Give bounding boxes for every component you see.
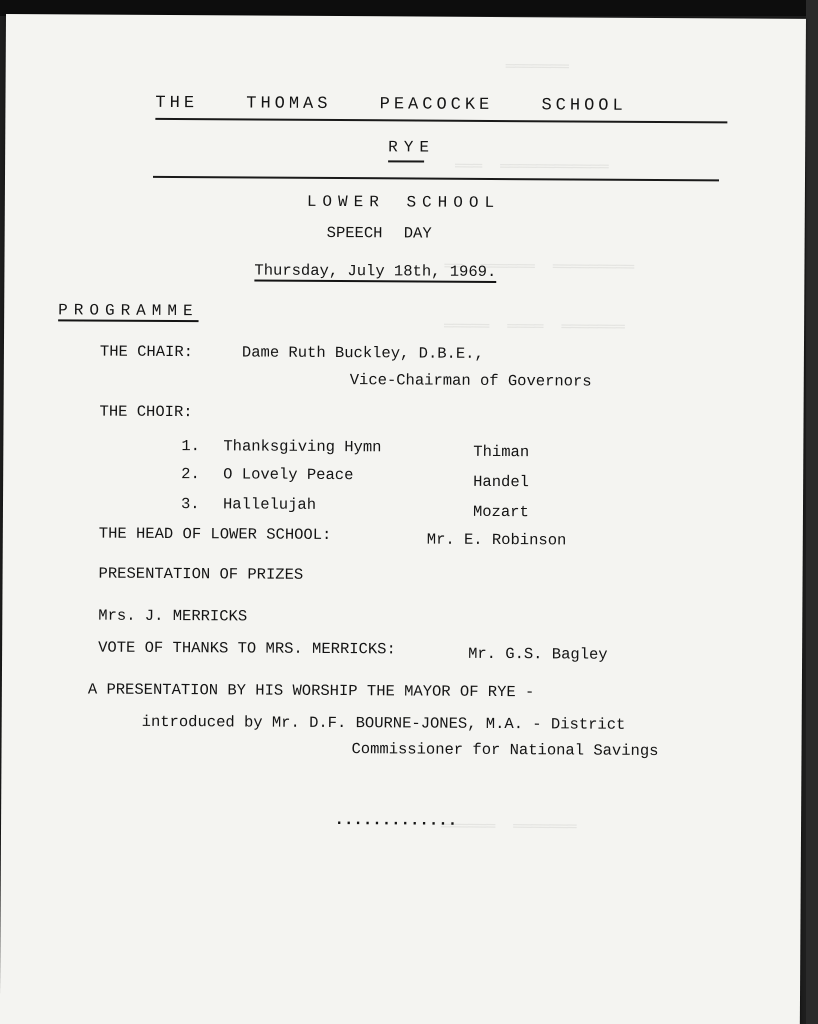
scan-right-edge — [806, 0, 818, 1024]
vote-of-thanks-name: Mr. G.S. Bagley — [468, 644, 608, 664]
bleed-through-texture: ════════════ ═══ — [455, 156, 609, 176]
prize-presenter: Mrs. J. MERRICKS — [98, 606, 248, 626]
vote-of-thanks-label: VOTE OF THANKS TO MRS. MERRICKS: — [98, 638, 396, 659]
header-separator-rule — [153, 176, 719, 181]
choir-item-number: 3. — [180, 495, 200, 514]
head-of-lower-school-label: THE HEAD OF LOWER SCHOOL: — [98, 524, 332, 544]
division-title: LOWER SCHOOL — [306, 192, 501, 213]
choir-item-number: 2. — [181, 465, 200, 484]
bleed-through-texture: ═══════ — [505, 57, 569, 76]
bleed-through-texture: ═════════ ══════ ══ — [444, 256, 635, 276]
chair-label: THE CHAIR: — [99, 342, 194, 362]
bleed-through-texture: ═══════ ══════ — [440, 816, 577, 836]
choir-item-title: Thanksgiving Hymn — [223, 437, 382, 457]
occasion-title: SPEECH DAY — [326, 223, 432, 243]
town-underline — [388, 160, 424, 162]
chair-role: Vice-Chairman of Governors — [349, 371, 592, 391]
choir-item-composer: Mozart — [472, 502, 529, 522]
end-dots: ............. — [335, 812, 458, 829]
event-date: Thursday, July 18th, 1969. — [254, 261, 497, 281]
choir-item-composer: Handel — [473, 472, 530, 492]
choir-item-title: Hallelujah — [222, 495, 317, 514]
programme-heading: PROGRAMME — [58, 301, 199, 321]
programme-sheet — [0, 14, 806, 1024]
commissioner-line: Commissioner for National Savings — [351, 740, 659, 760]
school-name-underline — [155, 118, 727, 123]
prize-presentation-label: PRESENTATION OF PRIZES — [98, 564, 304, 584]
head-of-lower-school-name: Mr. E. Robinson — [426, 530, 567, 550]
bleed-through-texture: ═══════ ════ ═════ — [444, 316, 625, 336]
mayor-presentation-line: A PRESENTATION BY HIS WORSHIP THE MAYOR OF RYE - — [87, 680, 535, 702]
choir-label: THE CHOIR: — [99, 402, 193, 422]
school-town: RYE — [388, 138, 436, 157]
introduction-line: introduced by Mr. D.F. BOURNE-JONES, M.A. - District — [141, 712, 626, 734]
choir-item-composer: Thiman — [473, 442, 530, 462]
choir-item-number: 1. — [181, 437, 201, 456]
scan-top-edge — [0, 0, 818, 16]
school-name: THE THOMAS PEACOCKE SCHOOL — [155, 93, 627, 116]
chair-name: Dame Ruth Buckley, D.B.E., — [241, 343, 484, 363]
choir-item-title: O Lovely Peace — [223, 465, 354, 485]
